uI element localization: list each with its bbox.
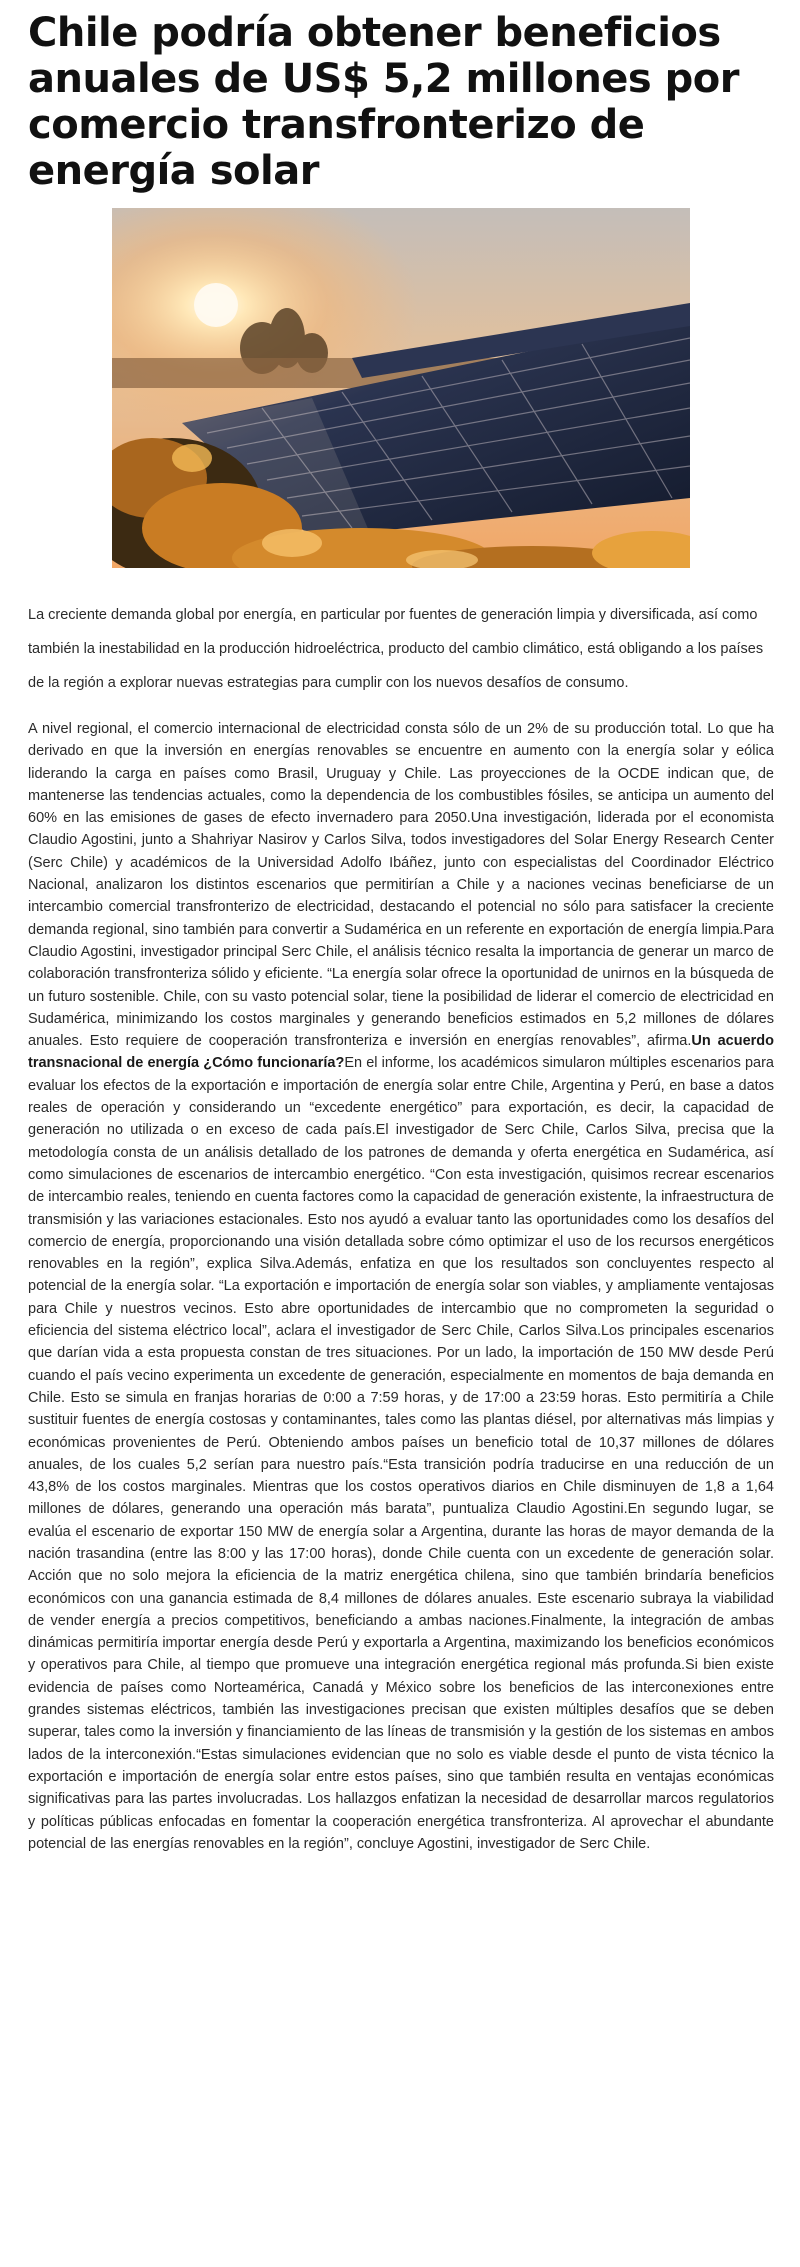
article-subheading: Un acuerdo transnacional de energía ¿Cómo funcionaría? <box>28 1033 774 1072</box>
article-title: Chile podría obtener beneficios anuales de US$ 5,2 millones por comercio transfronterizo de energía solar <box>28 10 740 194</box>
article <box>28 0 774 1855</box>
hero-image <box>112 208 690 568</box>
article-body <box>28 718 774 1855</box>
body-part-1: A nivel regional, el comercio internacional de electricidad consta sólo de un 2% de su producción total. Lo que ha derivado en que la inversión en energías renovables se encuentre en aumento con la energía solar y eólica liderando la carga en países como Brasil, Uruguay y Chile. Las proyecciones de la OCDE indican que, de mantenerse las tendencias actuales, como la dependencia de los combustibles fósiles, se anticipa un aumento del 60% en las emisiones de gases de efecto invernadero para 2050.Una investigación, liderada por el economista Claudio Agostini, junto a Shahriyar Nasirov y Carlos Silva, todos investigadores del Solar Energy Research Center (Serc Chile) y académicos de la Universidad Adolfo Ibáñez, junto con especialistas del Coordinador Eléctrico Nacional, analizaron los distintos escenarios que permitirían a Chile y a naciones vecinas beneficiarse de un intercambio comercial transfronterizo de electricidad, destacando el potencial no sólo para satisfacer la creciente demanda regional, sino también para convertir a Sudamérica en un referente en exportación de energía limpia.Para Claudio Agostini, investigador principal Serc Chile, el análisis técnico resalta la importancia de generar un marco de colaboración transfronteriza sólido y eficiente. “La energía solar ofrece la oportunidad de unirnos en la búsqueda de un futuro sostenible. Chile, con su vasto potencial solar, tiene la posibilidad de liderar el comercio de electricidad en Sudamérica, minimizando los costos marginales y generando beneficios estimados en 5,2 millones de dólares anuales. Esto requiere de cooperación transfronteriza e inversión en energías renovables”, afirma. <box>28 721 774 1050</box>
article-intro: La creciente demanda global por energía, en particular por fuentes de generación limpia y diversificada, así como también la inestabilidad en la producción hidroeléctrica, producto del cambio climático, está obligando a los países de la región a explorar nuevas estrategias para cumplir con los nuevos desafíos de consumo. <box>28 607 764 691</box>
solar-panels-sunset-illustration <box>112 208 690 568</box>
foreground-foliage <box>112 438 690 568</box>
body-part-2: En el informe, los académicos simularon múltiples escenarios para evaluar los efectos de la exportación e importación de energía solar entre Chile, Argentina y Perú, en base a datos reales de operación y considerando un “excedente energético” para exportación, es decir, la capacidad de generación no utilizada o en exceso de cada país.El investigador de Serc Chile, Carlos Silva, precisa que la metodología consta de un análisis detallado de los patrones de demanda y oferta energética en Sudamérica, así como simulaciones de escenarios de intercambio energético. “Con esta investigación, quisimos recrear escenarios de intercambio reales, teniendo en cuenta factores como la capacidad de generación existente, la infraestructura de transmisión y las variaciones estacionales. Esto nos ayudó a evaluar tanto las oportunidades como los desafíos del comercio de energía, proporcionando una visión detallada sobre cómo optimizar el uso de los recursos energéticos renovables en la región”, explica Silva.Además, enfatiza en que los resultados son concluyentes respecto al potencial de la energía solar. “La exportación e importación de energía solar son viables, y ampliamente ventajosas para Chile y nuestros vecinos. Esto abre oportunidades de intercambio que no comprometen la seguridad o eficiencia del sistema eléctrico local”, aclara el investigador de Serc Chile, Carlos Silva.Los principales escenarios que darían vida a esta propuesta constan de tres situaciones. Por un lado, la importación de 150 MW desde Perú cuando el país vecino experimenta un excedente de generación, especialmente en momentos de baja demanda en Chile. Esto se simula en franjas horarias de 0:00 a 7:59 horas, y de 17:00 a 23:59 horas. Esto permitiría a Chile sustituir fuentes de energía costosas y contaminantes, tales como las plantas diésel, por alternativas más limpias y económicas provenientes de Perú. Obteniendo ambos países un beneficio total de 10,37 millones de dólares anuales, de los cuales 5,2 serían para nuestro país.“Esta transición podría traducirse en una reducción de un 43,8% de los costos marginales. Mientras que los costos operativos diarios en Chile disminuyen de 1,8 a 1,64 millones de dólares, generando una operación más barata”, puntualiza Claudio Agostini.En segundo lugar, se evalúa el escenario de exportar 150 MW de energía solar a Argentina, durante las horas de mayor demanda de la nación trasandina (entre las 8:00 y las 17:00 horas), donde Chile cuenta con un excedente de generación solar. Acción que no solo mejora la eficiencia de la matriz energética chilena, sino que también brindaría beneficios económicos con una ganancia estimada de 8,4 millones de dólares anuales. Este escenario subraya la viabilidad de vender energía a precios competitivos, beneficiando a ambas naciones.Finalmente, la integración de ambas dinámicas permitiría importar energía desde Perú y exportarla a Argentina, maximizando los beneficios económicos y operativos para Chile, al tiempo que promueve una integración energética regional más profunda.Si bien existe evidencia de países como Norteamérica, Canadá y México sobre los beneficios de las interconexiones entre grandes sistemas eléctricos, también las investigaciones precisan que existen múltiples desafíos que se deben superar, tales como la inversión y financiamiento de las líneas de transmisión y la gestión de los sistemas en ambos lados de la interconexión.“Estas simulaciones evidencian que no solo es viable desde el punto de vista técnico la exportación e importación de energía solar entre estos países, sino que también resulta en ventajas económicas significativas para las partes involucradas. Los hallazgos enfatizan la necesidad de desarrollar marcos regulatorios y políticas públicas enfocadas en fomentar la cooperación energética transfronteriza. Al aprovechar el abundante potencial de las energías renovables en la región”, concluye Agostini, investigador de Serc Chile. <box>28 1055 774 1852</box>
sun <box>194 283 238 327</box>
